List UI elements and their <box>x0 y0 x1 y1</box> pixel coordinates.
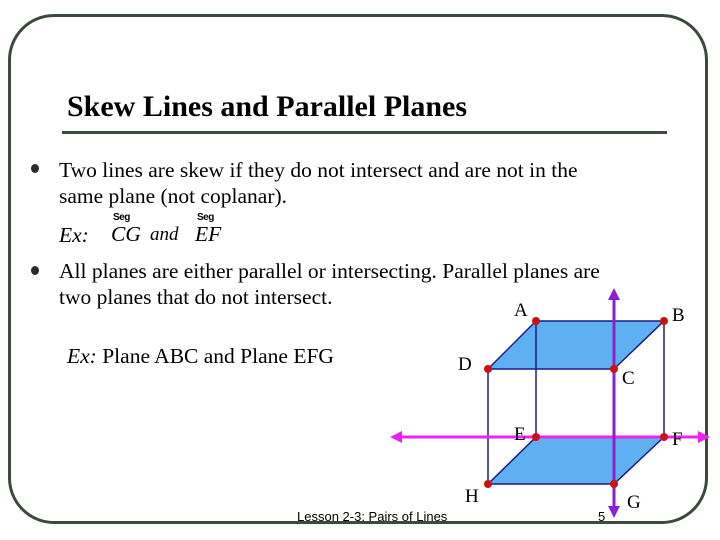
point-e <box>532 433 540 441</box>
label-e: E <box>514 424 526 445</box>
footer-lesson: Lesson 2-3: Pairs of Lines <box>297 509 448 524</box>
bullet-2-line-2: two planes that do not intersect. <box>59 285 333 309</box>
label-b: B <box>672 305 685 326</box>
plane-abc <box>488 321 664 369</box>
point-d <box>484 365 492 373</box>
slide-title: Skew Lines and Parallel Planes <box>67 90 468 123</box>
segment-cg: CG <box>111 222 141 246</box>
segment-symbol-cg: Seg <box>113 212 130 223</box>
bullet-1-example-label: Ex: <box>59 223 89 247</box>
label-h: H <box>465 486 479 507</box>
bullet-2-line-1: All planes are either parallel or intersecting. Parallel planes are <box>59 259 600 283</box>
bullet-1-line-2: same plane (not coplanar). <box>59 184 288 208</box>
bullet-1-line-1: Two lines are skew if they do not intersect and are not in the <box>59 158 578 182</box>
label-g: G <box>627 492 641 513</box>
line-ef-arrow-right <box>698 431 710 443</box>
example-2-label: Ex: <box>67 344 97 368</box>
point-f <box>660 433 668 441</box>
segment-ef: EF <box>195 222 222 246</box>
label-a: A <box>514 300 528 321</box>
line-ef-arrow-left <box>390 431 402 443</box>
segment-symbol-ef: Seg <box>197 212 214 223</box>
label-d: D <box>458 354 472 375</box>
point-h <box>484 480 492 488</box>
example-2-text: Plane ABC and Plane EFG <box>102 344 334 368</box>
label-f: F <box>672 429 683 450</box>
point-b <box>660 317 668 325</box>
point-c <box>610 365 618 373</box>
label-c: C <box>622 368 635 389</box>
point-g <box>610 480 618 488</box>
point-a <box>532 317 540 325</box>
footer-page-number: 5 <box>598 509 606 524</box>
line-cg-arrow-top <box>608 288 620 300</box>
segment-and: and <box>150 224 179 245</box>
line-cg-arrow-bottom <box>608 506 620 518</box>
